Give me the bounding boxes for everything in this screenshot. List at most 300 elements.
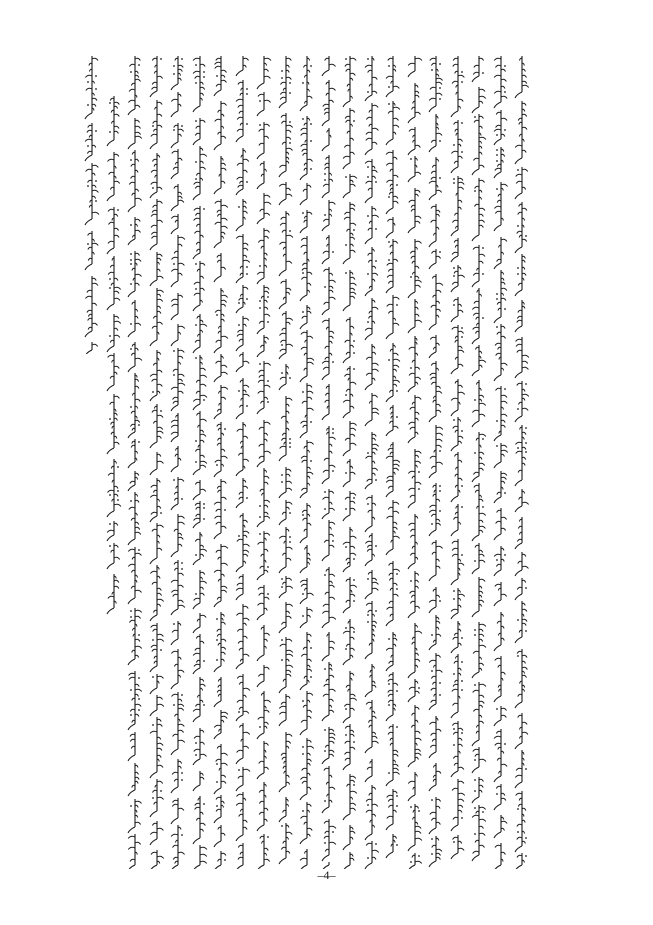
letter-stroke [451,151,458,153]
letter-stroke [258,94,264,96]
word-tail [322,309,329,315]
word-tail [279,102,286,108]
letter-stroke [479,220,485,222]
letter-stroke [522,722,527,724]
letter-stroke [92,145,96,147]
letter-stroke [372,621,377,623]
letter-dot [203,660,205,662]
letter-stroke [479,96,486,98]
word-tail [322,513,329,519]
word-tail [300,567,307,573]
letter-dot [224,859,226,861]
letter-stroke [452,817,457,819]
letter-dot [216,639,218,641]
letter-stroke [200,395,207,397]
letter-dot [474,779,476,781]
letter-stroke [436,462,443,464]
letter-stroke [193,282,199,284]
letter-stroke [307,593,313,595]
letter-stroke [221,365,227,367]
letter-stroke [458,738,462,740]
letter-stroke [130,734,135,736]
letter-dot [289,92,291,94]
letter-dot [310,168,312,170]
letter-stroke [432,542,436,544]
letter-stroke [501,96,507,98]
letter-dot [461,81,463,83]
letter-dot [195,754,197,756]
word-tail [515,372,522,378]
word-tail [150,666,157,672]
letter-stroke [479,214,483,216]
letter-stroke [286,188,291,190]
letter-stroke [452,703,457,705]
word-tail [472,421,479,427]
letter-stroke [501,425,505,427]
letter-stroke [264,570,268,572]
word-tail [472,535,479,541]
letter-stroke [135,120,140,122]
word-tail [429,324,436,330]
word-tail [408,795,415,801]
word-tail [386,491,393,497]
letter-stroke [388,281,393,283]
letter-stroke [108,473,114,475]
letter-stroke [174,251,178,253]
letter-stroke [221,168,226,170]
letter-stroke [501,401,507,403]
letter-stroke [408,200,414,202]
word-tail [408,117,415,123]
letter-stroke [501,517,507,519]
letter-stroke [107,159,113,161]
letter-stroke [258,380,264,382]
word-tail [365,420,372,426]
letter-stroke [258,391,264,393]
letter-stroke [216,759,221,761]
letter-stroke [135,253,139,255]
word-tail [257,773,264,779]
letter-stroke [367,253,371,255]
word-tail [171,228,178,234]
word-tail [408,149,415,155]
letter-dot [130,500,132,502]
letter-stroke [178,585,183,587]
letter-stroke [329,585,334,587]
word-tail [472,855,479,861]
letter-stroke [157,76,163,78]
letter-dot [525,587,527,589]
letter-stroke [135,616,141,618]
letter-dot [324,179,326,181]
letter-stroke [196,380,200,382]
word-tail [386,715,393,721]
letter-stroke [307,669,312,671]
letter-stroke [372,273,378,275]
column-glyphs [254,54,274,869]
letter-stroke [88,327,92,329]
letter-stroke [458,563,464,565]
letter-dot [517,808,519,810]
letter-stroke [174,492,178,494]
letter-stroke [178,537,183,539]
letter-stroke [372,170,377,172]
letter-stroke [135,136,142,138]
letter-stroke [237,185,242,187]
letter-stroke [281,847,286,849]
letter-dot [181,694,183,696]
letter-stroke [329,741,334,743]
letter-dot [195,161,197,163]
letter-stroke [114,131,118,133]
letter-stroke [350,493,356,495]
letter-stroke [415,112,420,114]
letter-dot [353,579,355,581]
letter-stroke [129,89,135,91]
letter-stroke [236,750,242,752]
letter-dot [461,732,463,734]
letter-stroke [436,799,441,801]
word-tail [193,194,200,200]
letter-stroke [350,747,355,749]
word-tail [515,480,522,486]
word-tail [386,549,393,555]
letter-stroke [350,546,355,548]
letter-stroke [178,544,182,546]
letter-stroke [372,105,378,107]
letter-stroke [393,196,398,198]
letter-stroke [415,216,421,218]
word-tail [472,281,479,287]
letter-stroke [431,688,436,690]
letter-dot [439,87,441,89]
word-tail [451,613,458,619]
word-tail [107,448,114,454]
letter-stroke [496,259,500,261]
word-tail [171,683,178,689]
letter-stroke [88,247,92,249]
letter-stroke [430,745,436,747]
letter-dot [353,784,355,786]
letter-dot [345,734,347,736]
letter-stroke [516,174,522,176]
word-tail [193,785,200,791]
letter-stroke [200,545,204,547]
letter-stroke [329,597,335,599]
letter-stroke [516,793,522,795]
letter-dot [302,746,304,748]
word-tail [257,655,264,661]
column-glyphs [190,54,210,869]
letter-stroke [280,223,286,225]
letter-stroke [372,266,376,268]
word-tail [429,785,436,791]
letter-stroke [386,648,393,650]
letter-dot [130,616,132,618]
letter-stroke [372,408,378,410]
word-tail [128,659,135,665]
letter-stroke [479,137,486,139]
letter-stroke [522,75,526,77]
letter-stroke [236,700,242,702]
letter-stroke [200,419,207,421]
column-glyphs [104,94,124,624]
word-tail [322,655,329,661]
letter-stroke [200,120,205,122]
letter-stroke [454,271,458,273]
letter-stroke [324,458,329,460]
letter-stroke [302,510,307,512]
letter-stroke [501,821,507,823]
letter-stroke [517,837,522,839]
word-tail [279,199,286,205]
letter-stroke [393,259,398,261]
word-tail [365,834,372,840]
letter-stroke [350,382,356,384]
letter-stroke [114,486,118,488]
letter-stroke [258,603,264,605]
letter-dot [418,471,420,473]
word-tail [128,790,135,796]
letter-stroke [171,651,178,653]
letter-stroke [323,302,328,304]
letter-stroke [479,560,485,562]
letter-stroke [436,670,442,672]
letter-stroke [150,485,156,487]
letter-stroke [135,358,142,360]
text-column [168,54,188,869]
letter-dot [345,176,347,178]
letter-stroke [501,154,505,156]
word-tail [515,193,522,199]
word-tail [494,139,501,145]
letter-dot [203,507,205,509]
letter-dot [353,120,355,122]
letter-stroke [436,391,442,393]
letter-stroke [409,407,414,409]
letter-stroke [178,244,182,246]
letter-stroke [366,843,372,845]
letter-stroke [452,81,458,83]
letter-dot [160,649,162,651]
letter-stroke [157,634,163,636]
letter-dot [302,810,304,812]
letter-stroke [372,736,377,738]
letter-stroke [436,404,440,406]
letter-stroke [200,368,206,370]
letter-stroke [152,58,157,60]
letter-stroke [329,491,334,493]
letter-stroke [236,429,242,431]
letter-dot [181,562,183,564]
letter-dot [130,689,132,691]
letter-stroke [329,286,333,288]
letter-stroke [415,482,421,484]
letter-stroke [408,471,415,473]
letter-dot [388,259,390,261]
letter-stroke [131,445,135,447]
letter-dot [439,510,441,512]
letter-stroke [237,776,242,778]
word-tail [429,146,436,152]
letter-stroke [479,101,483,103]
letter-dot [496,420,498,422]
word-tail [494,776,501,782]
word-tail [128,827,135,833]
letter-stroke [157,454,161,456]
letter-dot [474,807,476,809]
letter-dot [332,540,334,542]
letter-stroke [221,546,228,548]
letter-stroke [238,453,243,455]
letter-stroke [517,587,522,589]
letter-stroke [221,336,228,338]
letter-stroke [171,834,178,836]
word-tail [150,143,157,149]
letter-stroke [114,181,120,183]
letter-stroke [171,590,178,592]
letter-stroke [286,148,293,150]
letter-stroke [286,261,292,263]
letter-stroke [323,684,328,686]
letter-stroke [431,177,436,179]
letter-stroke [494,75,501,77]
letter-stroke [517,383,522,385]
letter-dot [345,244,347,246]
letter-stroke [243,260,250,262]
letter-dot [302,391,304,393]
word-tail [236,413,243,419]
letter-stroke [200,489,206,491]
letter-stroke [436,771,441,773]
letter-stroke [243,746,249,748]
letter-stroke [86,88,92,90]
word-tail [107,346,114,352]
letter-stroke [372,448,377,450]
letter-dot [461,689,463,691]
letter-dot [246,123,248,125]
letter-dot [496,154,498,156]
letter-stroke [475,754,479,756]
letter-stroke [286,782,290,784]
letter-stroke [479,591,483,593]
letter-stroke [221,300,227,302]
letter-stroke [501,239,507,241]
letter-dot [345,546,347,548]
letter-stroke [171,387,178,389]
letter-stroke [243,459,249,461]
letter-stroke [301,133,307,135]
letter-stroke [324,108,329,110]
word-tail [408,386,415,392]
letter-stroke [303,518,307,520]
letter-stroke [157,737,161,739]
letter-stroke [174,125,178,127]
letter-stroke [286,137,291,139]
letter-dot [246,497,248,499]
letter-stroke [473,690,479,692]
letter-dot [203,208,205,210]
letter-stroke [307,659,311,661]
letter-stroke [517,539,522,541]
letter-stroke [452,554,458,556]
letter-stroke [157,506,161,508]
letter-stroke [135,230,140,232]
letter-stroke [329,88,335,90]
letter-stroke [343,542,350,544]
letter-stroke [501,793,505,795]
word-tail [236,758,243,764]
letter-stroke [415,412,419,414]
column-glyphs [469,54,489,869]
letter-stroke [372,128,378,130]
letter-stroke [178,852,185,854]
letter-stroke [286,586,293,588]
letter-stroke [243,318,249,320]
letter-stroke [367,610,371,612]
letter-stroke [236,803,243,805]
letter-stroke [243,544,249,546]
word-tail [214,90,221,96]
word-tail [408,437,415,443]
letter-stroke [345,438,350,440]
letter-dot [259,307,261,309]
letter-stroke [436,634,441,636]
letter-stroke [350,831,355,833]
letter-stroke [92,344,98,346]
letter-stroke [501,594,507,596]
letter-stroke [393,638,397,640]
letter-stroke [479,261,483,263]
letter-stroke [458,187,464,189]
letter-stroke [387,275,393,277]
letter-stroke [472,307,479,309]
word-tail [107,535,114,541]
letter-dot [439,63,441,65]
word-tail [343,450,350,456]
letter-stroke [237,629,243,631]
letter-stroke [243,486,248,488]
letter-stroke [458,805,463,807]
letter-dot [302,118,304,120]
letter-stroke [281,121,286,123]
word-tail [515,290,522,296]
letter-stroke [365,132,371,134]
letter-stroke [389,726,393,728]
word-tail [386,430,393,436]
letter-stroke [458,799,464,801]
word-tail [429,352,436,358]
letter-stroke [88,180,92,182]
letter-stroke [109,402,113,404]
letter-stroke [436,82,442,84]
letter-stroke [259,143,264,145]
word-tail [494,832,501,838]
letter-stroke [517,350,522,352]
letter-stroke [238,339,242,341]
word-tail [343,258,350,264]
letter-dot [482,72,484,74]
letter-stroke [350,627,355,629]
letter-stroke [501,473,507,475]
letter-stroke [436,853,441,855]
letter-stroke [257,272,264,274]
letter-stroke [436,283,443,285]
letter-stroke [178,273,182,275]
letter-stroke [135,159,139,161]
text-column [233,54,253,869]
letter-stroke [479,452,484,454]
